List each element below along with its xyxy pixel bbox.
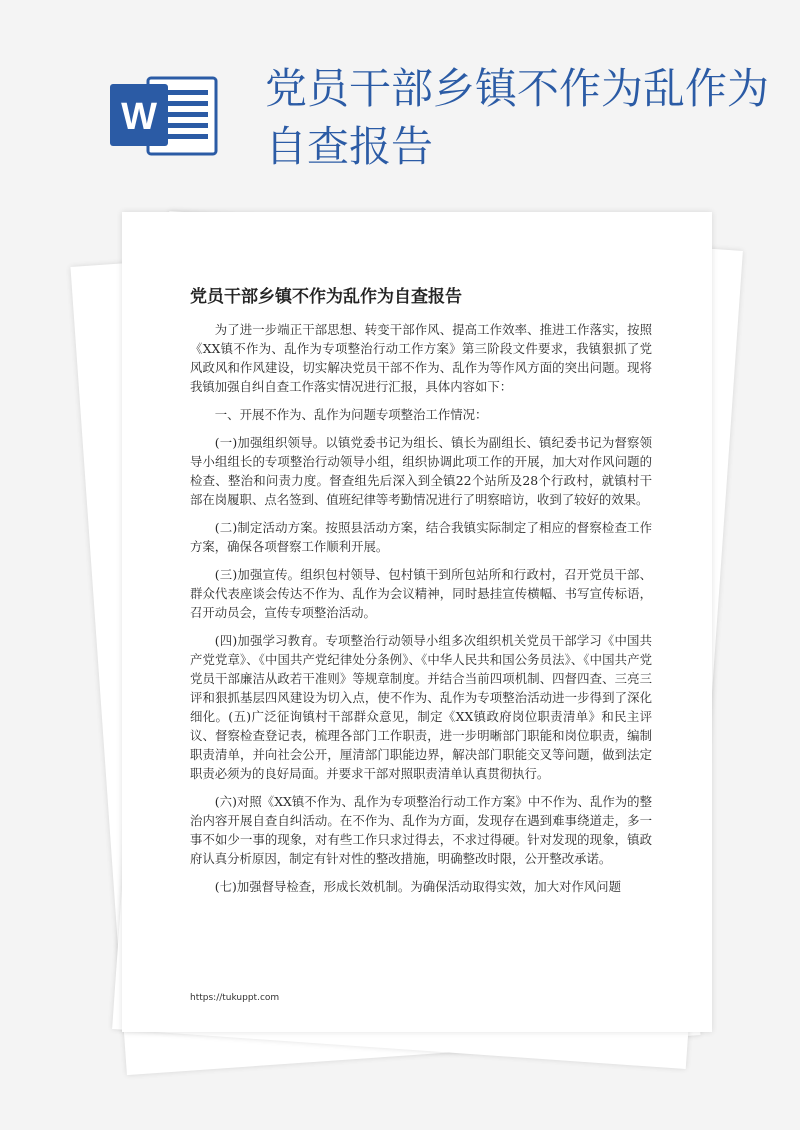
document-body	[190, 320, 652, 905]
page-title: 党员干部乡镇不作为乱作为自查报告	[265, 64, 770, 171]
word-icon-letter: W	[121, 96, 157, 138]
document-title: 党员干部乡镇不作为乱作为自查报告	[190, 287, 462, 307]
document-footer-url: https://tukuppt.com	[190, 993, 280, 1003]
paragraph-item-2: (二)制定活动方案。按照县活动方案，结合我镇实际制定了相应的督察检查工作方案，确保各项督察工作顺利开展。	[190, 520, 652, 554]
paragraph-item-7: (七)加强督导检查，形成长效机制。为确保活动取得实效，加大对作风问题	[214, 879, 621, 894]
word-document-icon	[110, 70, 220, 160]
document-page	[122, 212, 712, 1032]
paragraph-section-heading: 一、开展不作为、乱作为问题专项整治工作情况：	[214, 407, 488, 422]
paragraph-item-4: (四)加强学习教育。专项整治行动领导小组多次组织机关党员干部学习《中国共产党党章》、《中国共产党纪律处分条例》、《中华人民共和国公务员法》、《中国共产党党员干部廉洁从政若干准则》等规章制度。并结合当前四项机制、四督四查、三亮三评和狠抓基层四风建设为切入点，使不作为、乱作为专项整治活动进一步得到了深化细化。(五)广泛征询镇村干部群众意见，制定《XX镇政府岗位职责清单》和民主评议、督察检查登记表，梳理各部门工作职责，进一步明晰部门职能和岗位职责，编制职责清单，并向社会公开，厘清部门职能边界，解决部门职能交叉等问题，做到法定职责必须为的良好局面。并要求干部对照职责清单认真贯彻执行。	[190, 633, 652, 781]
paragraph-item-1: (一)加强组织领导。以镇党委书记为组长、镇长为副组长、镇纪委书记为督察领导小组组长的专项整治行动领导小组，组织协调此项工作的开展，加大对作风问题的检查、整治和问责力度。督查组先后深入到全镇22个站所及28个行政村，就镇村干部在岗履职、点名签到、值班纪律等考勤情况进行了明察暗访，收到了较好的效果。	[190, 435, 652, 507]
paragraph-item-3: (三)加强宣传。组织包村领导、包村镇干到所包站所和行政村，召开党员干部、群众代表座谈会传达不作为、乱作为会议精神，同时悬挂宣传横幅、书写宣传标语，召开动员会，宣传专项整治活动。	[190, 567, 652, 620]
paragraph-intro: 为了进一步端正干部思想、转变干部作风、提高工作效率、推进工作落实，按照《XX镇不作为、乱作为专项整治行动工作方案》第三阶段文件要求，我镇狠抓了党风政风和作风建设，切实解决党员干部不作为、乱作为等作风方面的突出问题。现将我镇加强自纠自查工作落实情况进行汇报，具体内容如下：	[190, 322, 652, 394]
paragraph-item-6: (六)对照《XX镇不作为、乱作为专项整治行动工作方案》中不作为、乱作为的整治内容开展自查自纠活动。在不作为、乱作为方面，发现存在遇到难事绕道走，多一事不如少一事的现象，对有些工作只求过得去，不求过得硬。针对发现的现象，镇政府认真分析原因，制定有针对性的整改措施，明确整改时限，公开整改承诺。	[190, 794, 652, 866]
